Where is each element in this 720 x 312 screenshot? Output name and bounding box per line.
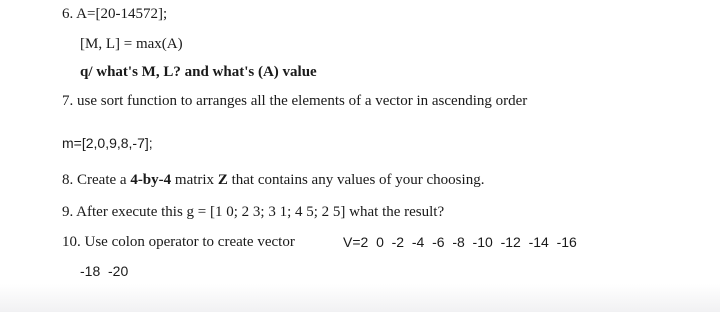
q10-text: 10. Use colon operator to create vector — [62, 234, 295, 250]
bottom-shade — [0, 284, 720, 312]
q8-bold-matrix: Z — [217, 172, 228, 188]
q8-mid: matrix — [171, 172, 218, 188]
q6-question-text: q/ what's M, L? and what's (A) value — [80, 64, 317, 80]
q8-pre: 8. Create a — [62, 172, 131, 188]
q6-line-3 — [80, 63, 317, 81]
q9-text: 9. After execute this g = [1 0; 2 3; 3 1; 4 5; 2 5] what the result? — [62, 204, 445, 220]
q8-bold-size: 4-by-4 — [130, 172, 172, 188]
q7-text: 7. use sort function to arranges all the elements of a vector in ascending order — [62, 93, 528, 109]
q10-vector: V=2 0 -2 -4 -6 -8 -10 -12 -14 -16 — [343, 234, 577, 250]
q8-post: that contains any values of your choosing. — [227, 172, 485, 188]
q6-line-2: [M, L] = max(A) — [80, 36, 183, 52]
q10-continuation: -18 -20 — [80, 263, 129, 279]
q7-code: m=[2,0,9,8,-7]; — [62, 135, 153, 151]
q6-line-1: 6. A=[20-14572]; — [62, 6, 168, 22]
q8-text — [62, 171, 484, 189]
